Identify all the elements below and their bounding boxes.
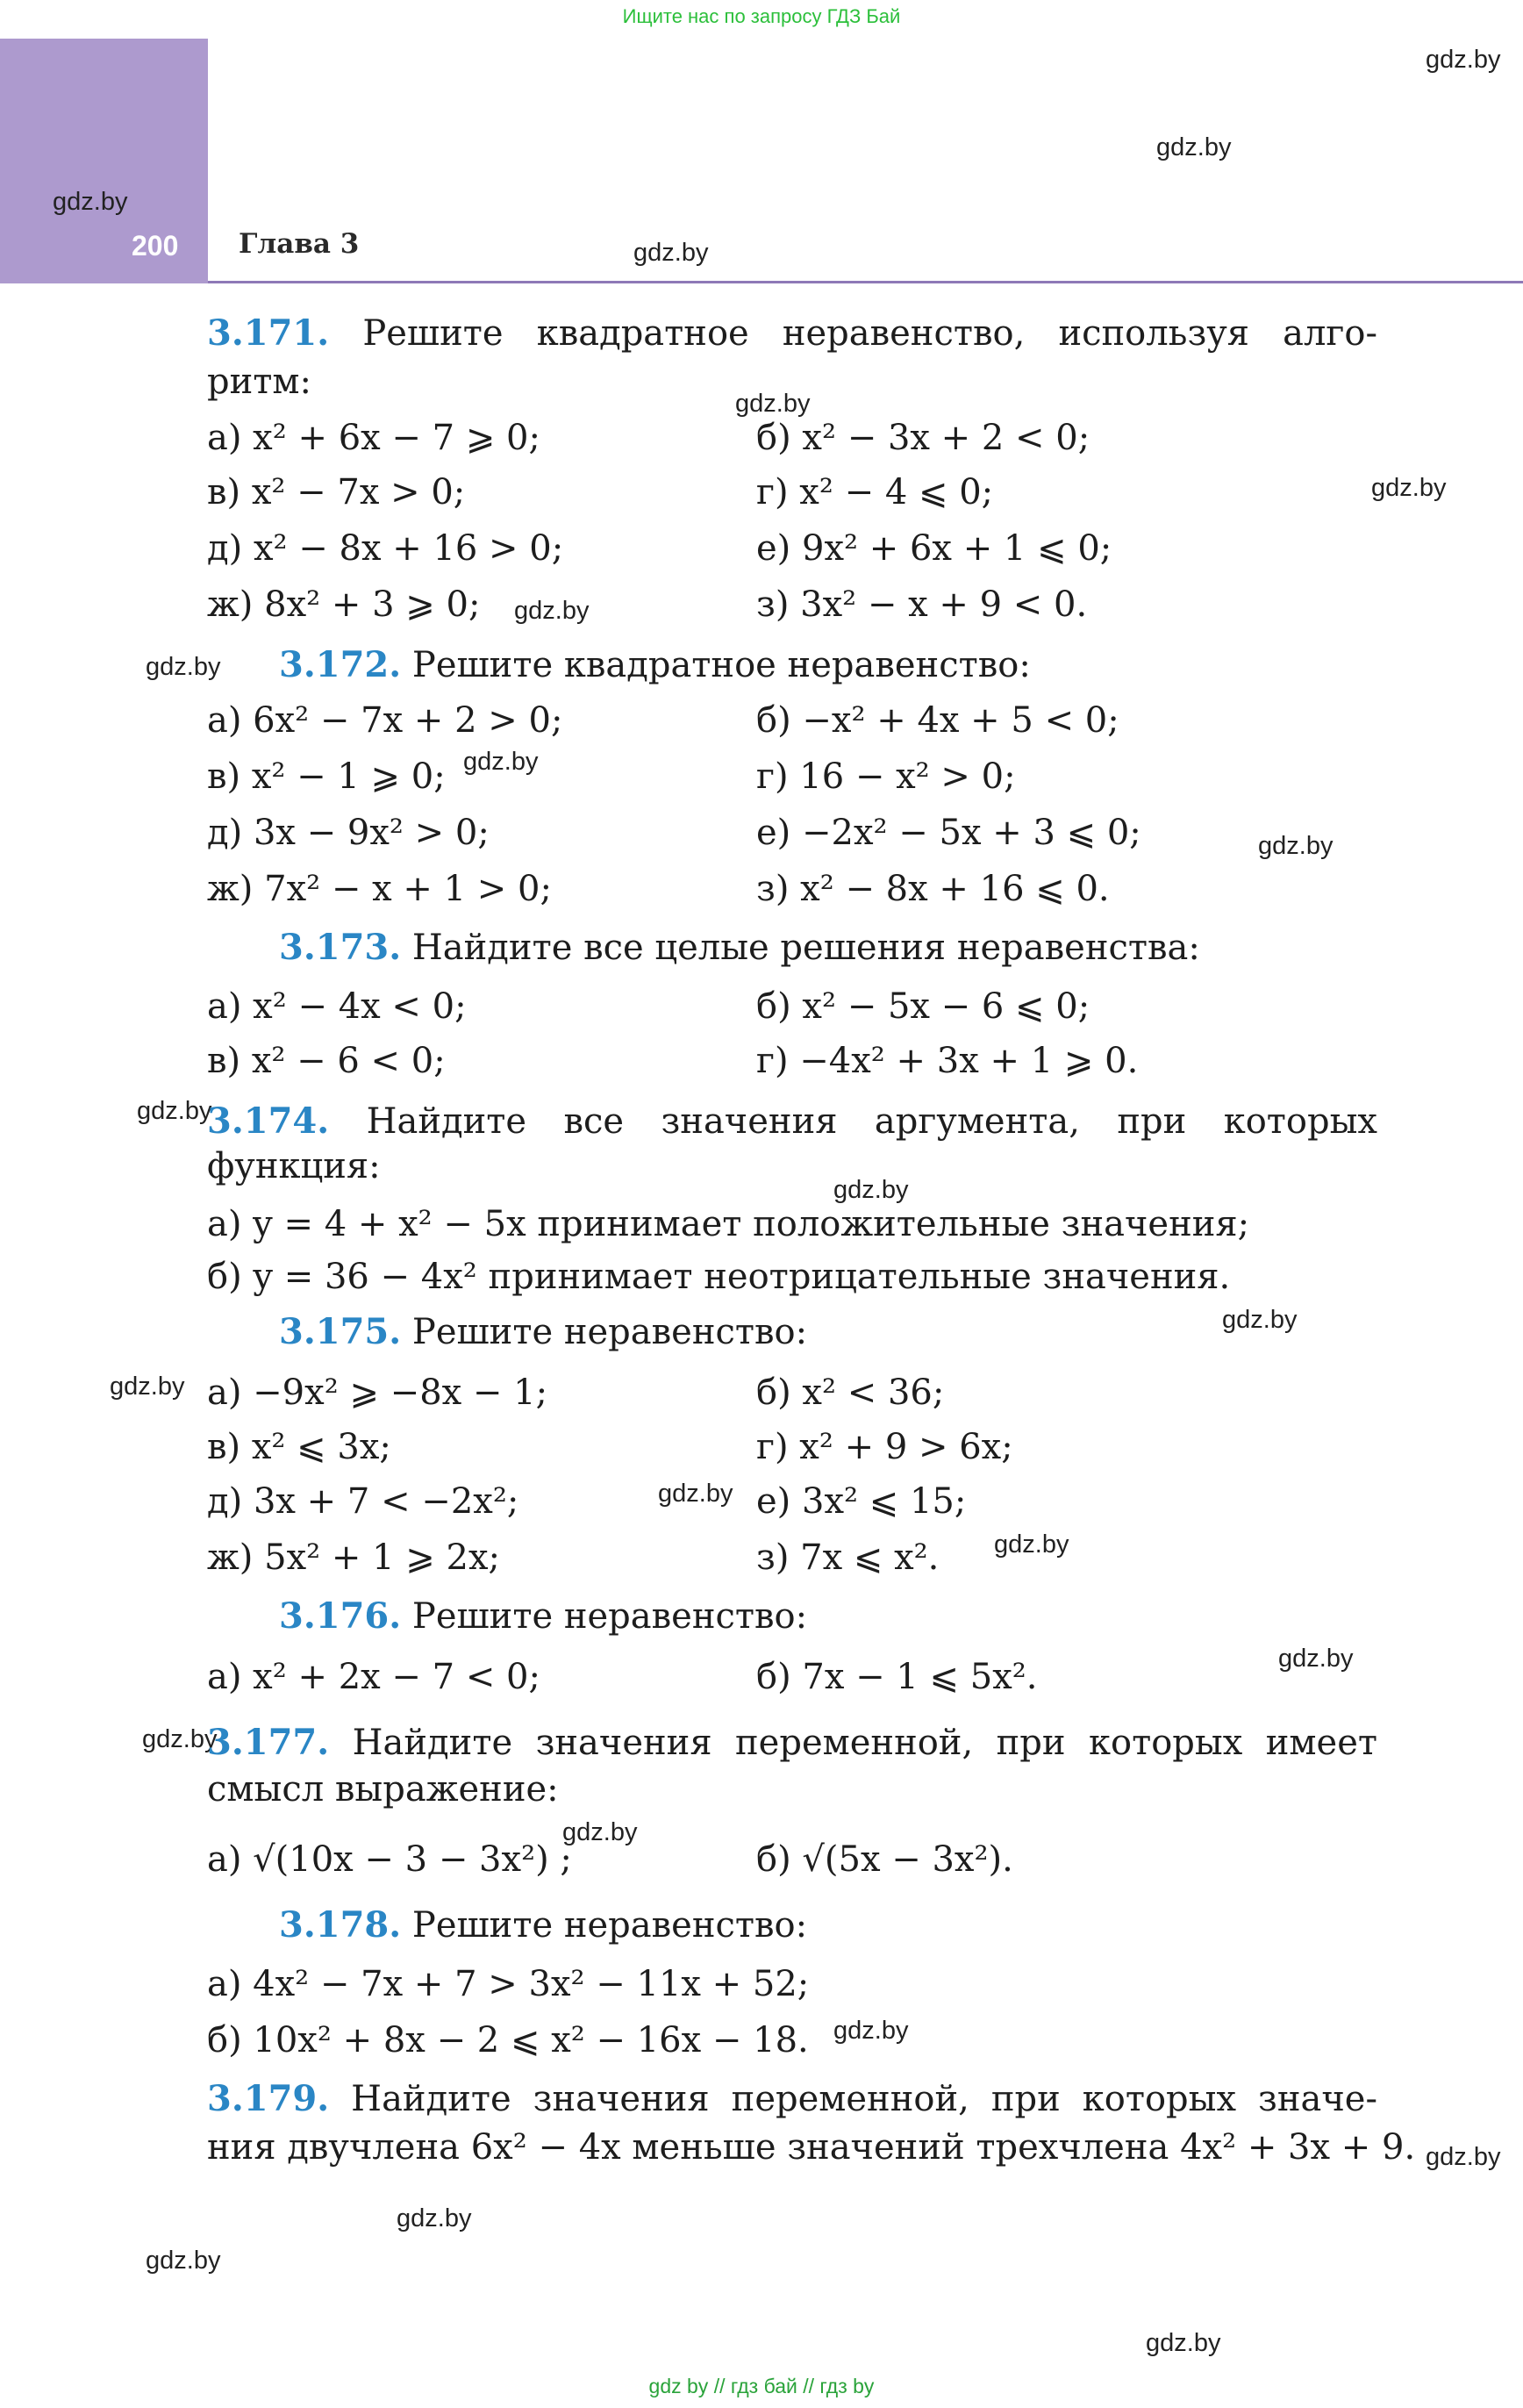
- problem-text: Найдите значения переменной, при которых имеет: [329, 1723, 1377, 1763]
- watermark: gdz.by: [463, 748, 539, 776]
- problem-3-173-b: б) x² − 5x − 6 ⩽ 0;: [756, 986, 1090, 1027]
- problem-3-176-b: б) 7x − 1 ⩽ 5x².: [756, 1657, 1038, 1697]
- watermark: gdz.by: [110, 1372, 185, 1401]
- problem-3-174-heading: [207, 1100, 1377, 1142]
- problem-3-172-b: б) −x² + 4x + 5 < 0;: [756, 700, 1119, 741]
- chapter-title: Глава 3: [239, 228, 360, 260]
- watermark: gdz.by: [833, 1176, 909, 1204]
- watermark: gdz.by: [633, 239, 709, 267]
- problem-3-175-e: е) 3x² ⩽ 15;: [756, 1481, 967, 1522]
- watermark: gdz.by: [1156, 133, 1232, 161]
- page-number: 200: [132, 230, 179, 262]
- problem-3-177-a: а) √(10x − 3 − 3x²) ;: [207, 1839, 572, 1880]
- problem-3-176-heading: [279, 1595, 807, 1637]
- problem-3-173-v: в) x² − 6 < 0;: [207, 1041, 446, 1081]
- problem-number: 3.175.: [279, 1311, 402, 1352]
- problem-3-172-g: г) 16 − x² > 0;: [756, 756, 1016, 797]
- problem-3-175-b: б) x² < 36;: [756, 1372, 945, 1413]
- problem-text: Найдите все целые решения неравенства:: [401, 928, 1200, 968]
- watermark: gdz.by: [1426, 2143, 1501, 2171]
- problem-number: 3.171.: [207, 312, 330, 354]
- problem-3-172-z: з) x² − 8x + 16 ⩽ 0.: [756, 869, 1110, 909]
- problem-text: Найдите все значения аргумента, при которых: [329, 1101, 1377, 1142]
- problem-3-178-heading: [279, 1904, 807, 1946]
- problem-3-172-zh: ж) 7x² − x + 1 > 0;: [207, 869, 552, 909]
- watermark: gdz.by: [658, 1480, 733, 1508]
- problem-3-171-b: б) x² − 3x + 2 < 0;: [756, 418, 1090, 458]
- problem-number: 3.178.: [279, 1904, 402, 1946]
- problem-number: 3.176.: [279, 1595, 402, 1637]
- footer-links: gdz by // гдз бай // гдз by: [648, 2375, 875, 2397]
- watermark: gdz.by: [146, 2247, 221, 2275]
- problem-3-175-v: в) x² ⩽ 3x;: [207, 1427, 391, 1467]
- problem-3-177-heading: [207, 1722, 1377, 1763]
- watermark: gdz.by: [142, 1725, 218, 1753]
- problem-3-174-a: а) y = 4 + x² − 5x принимает положительные значения;: [207, 1204, 1250, 1244]
- problem-3-172-a: а) 6x² − 7x + 2 > 0;: [207, 700, 563, 741]
- problem-3-171-text-cont: ритм:: [207, 362, 311, 402]
- problem-3-171-z: з) 3x² − x + 9 < 0.: [756, 584, 1088, 625]
- problem-3-174-text-cont: функция:: [207, 1146, 381, 1186]
- watermark: gdz.by: [1222, 1306, 1298, 1334]
- watermark: gdz.by: [1258, 832, 1334, 860]
- problem-number: 3.177.: [207, 1722, 330, 1763]
- watermark: gdz.by: [137, 1097, 212, 1125]
- problem-3-177-text-cont: смысл выражение:: [207, 1769, 559, 1810]
- watermark: gdz.by: [1371, 474, 1447, 502]
- problem-3-179-heading: [207, 2078, 1377, 2119]
- problem-3-171-a: а) x² + 6x − 7 ⩾ 0;: [207, 418, 540, 458]
- problem-3-172-heading: [279, 644, 1031, 685]
- problem-3-171-heading: [207, 312, 1377, 354]
- problem-text: Решите квадратное неравенство:: [401, 645, 1031, 685]
- problem-3-173-heading: [279, 927, 1200, 968]
- watermark: gdz.by: [1278, 1645, 1354, 1673]
- header-divider: [208, 281, 1523, 283]
- problem-3-179-text-cont: ния двучлена 6x² − 4x меньше значений трехчлена 4x² + 3x + 9.: [207, 2127, 1416, 2168]
- watermark: gdz.by: [514, 597, 590, 625]
- problem-3-171-g: г) x² − 4 ⩽ 0;: [756, 472, 994, 512]
- problem-text: Решите неравенство:: [401, 1905, 808, 1946]
- problem-3-172-v: в) x² − 1 ⩾ 0;: [207, 756, 446, 797]
- watermark: gdz.by: [833, 2017, 909, 2045]
- problem-3-175-g: г) x² + 9 > 6x;: [756, 1427, 1013, 1467]
- problem-number: 3.173.: [279, 927, 402, 968]
- problem-text: Решите неравенство:: [401, 1596, 808, 1637]
- problem-3-173-a: а) x² − 4x < 0;: [207, 986, 467, 1027]
- problem-number: 3.179.: [207, 2078, 330, 2119]
- watermark: gdz.by: [397, 2204, 472, 2232]
- problem-3-175-zh: ж) 5x² + 1 ⩾ 2x;: [207, 1537, 500, 1578]
- problem-3-172-d: д) 3x − 9x² > 0;: [207, 813, 490, 853]
- problem-3-175-a: а) −9x² ⩾ −8x − 1;: [207, 1372, 548, 1413]
- problem-number: 3.174.: [207, 1100, 330, 1142]
- watermark: gdz.by: [53, 188, 128, 216]
- problem-3-174-b: б) y = 36 − 4x² принимает неотрицательные значения.: [207, 1257, 1231, 1297]
- problem-3-178-b: б) 10x² + 8x − 2 ⩽ x² − 16x − 18.: [207, 2020, 809, 2060]
- problem-3-171-e: е) 9x² + 6x + 1 ⩽ 0;: [756, 528, 1112, 569]
- problem-3-171-v: в) x² − 7x > 0;: [207, 472, 466, 512]
- problem-3-172-e: е) −2x² − 5x + 3 ⩽ 0;: [756, 813, 1141, 853]
- top-banner: Ищите нас по запросу ГДЗ Бай: [622, 5, 901, 27]
- problem-3-171-zh: ж) 8x² + 3 ⩾ 0;: [207, 584, 481, 625]
- problem-3-171-d: д) x² − 8x + 16 > 0;: [207, 528, 564, 569]
- watermark: gdz.by: [1426, 46, 1501, 74]
- problem-3-176-a: а) x² + 2x − 7 < 0;: [207, 1657, 540, 1697]
- problem-text: Решите неравенство:: [401, 1312, 808, 1352]
- problem-3-175-heading: [279, 1311, 807, 1352]
- watermark: gdz.by: [146, 653, 221, 681]
- watermark: gdz.by: [994, 1530, 1069, 1559]
- problem-3-175-d: д) 3x + 7 < −2x²;: [207, 1481, 519, 1522]
- watermark: gdz.by: [1146, 2329, 1221, 2357]
- problem-3-177-b: б) √(5x − 3x²).: [756, 1839, 1013, 1880]
- problem-3-173-g: г) −4x² + 3x + 1 ⩾ 0.: [756, 1041, 1139, 1081]
- problem-number: 3.172.: [279, 644, 402, 685]
- watermark: gdz.by: [735, 390, 811, 418]
- watermark: gdz.by: [562, 1818, 638, 1846]
- problem-3-175-z: з) 7x ⩽ x².: [756, 1537, 940, 1578]
- problem-text: Решите квадратное неравенство, используя алго-: [329, 313, 1377, 354]
- problem-text: Найдите значения переменной, при которых значе-: [329, 2079, 1377, 2119]
- problem-3-178-a: а) 4x² − 7x + 7 > 3x² − 11x + 52;: [207, 1964, 810, 2004]
